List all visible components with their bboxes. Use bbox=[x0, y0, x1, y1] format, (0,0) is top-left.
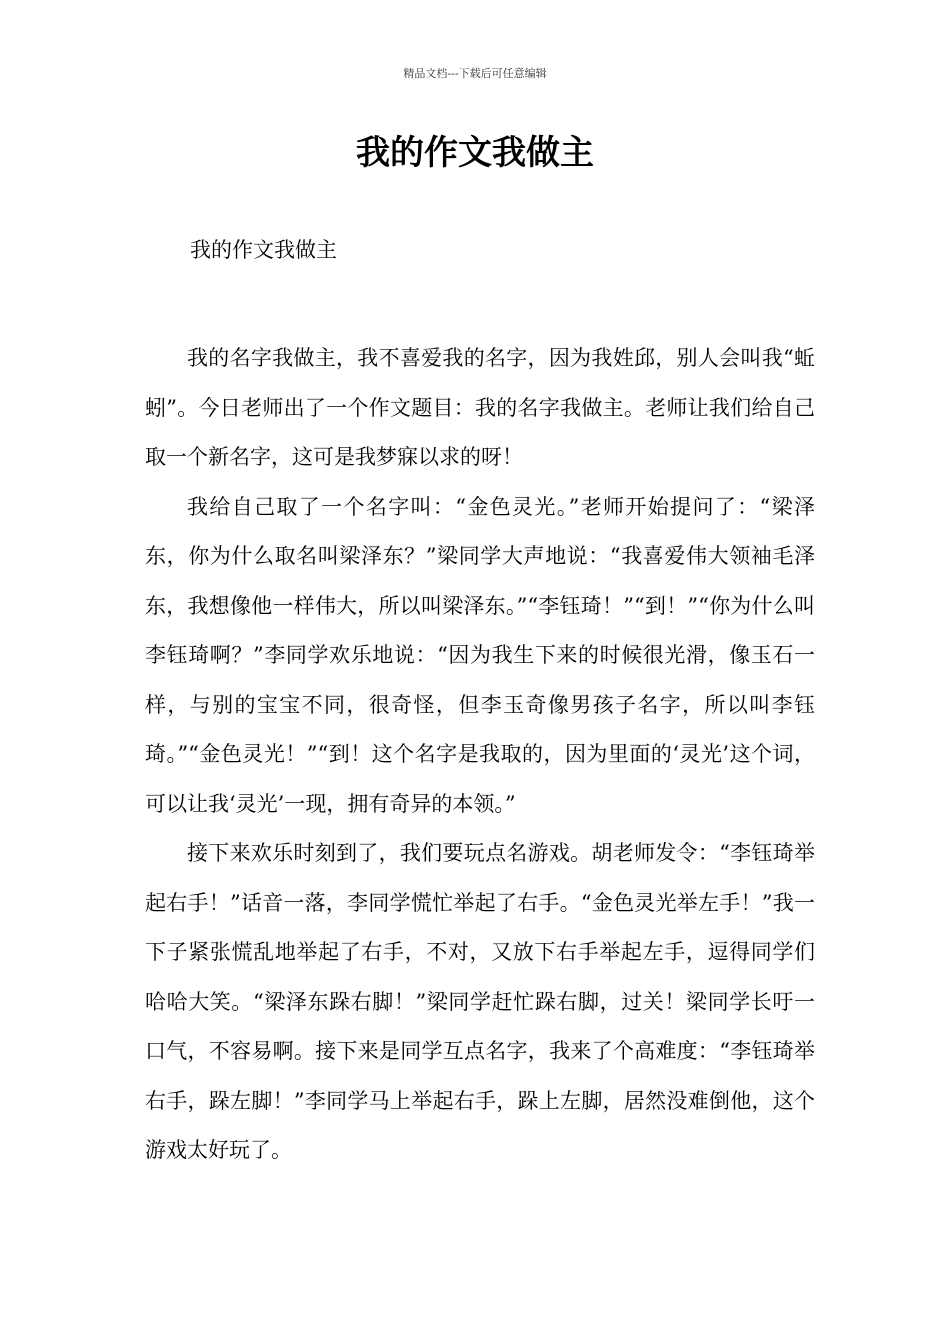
header-note: 精品文档---下载后可任意编辑 bbox=[403, 67, 547, 80]
paragraph-3: 接下来欢乐时刻到了，我们要玩点名游戏。胡老师发令：“李钰琦举起右手！”话音一落，李同学慌忙举起了右手。“金色灵光举左手！”我一下子紧张慌乱地举起了右手，不对，又放下右手举起左手，逗得同学们哈哈大笑。“梁泽东跺右脚！”梁同学赶忙跺右脚，过关！梁同学长吁一口气，不容易啊。接下来是同学互点名字，我来了个高难度：“李钰琦举右手，跺左脚！”李同学马上举起右手，跺上左脚，居然没难倒他，这个游戏太好玩了。 bbox=[145, 841, 815, 1162]
document-subtitle: 我的作文我做主 bbox=[190, 238, 337, 262]
paragraph-2: 我给自己取了一个名字叫：“金色灵光。”老师开始提问了：“梁泽东，你为什么取名叫梁泽东？”梁同学大声地说：“我喜爱伟大领袖毛泽东，我想像他一样伟大，所以叫梁泽东。”“李钰琦！”“到！”“你为什么叫李钰琦啊？”李同学欢乐地说：“因为我生下来的时候很光滑，像玉石一样，与别的宝宝不同，很奇怪，但李玉奇像男孩子名字，所以叫李钰琦。”“金色灵光！”“到！这个名字是我取的，因为里面的‘灵光’这个词，可以让我‘灵光’一现，拥有奇异的本领。” bbox=[145, 494, 815, 816]
document-title: 我的作文我做主 bbox=[356, 133, 594, 173]
document-body bbox=[145, 334, 815, 1176]
paragraph-1: 我的名字我做主，我不喜爱我的名字，因为我姓邱，别人会叫我“蚯蚓”。今日老师出了一个作文题目：我的名字我做主。老师让我们给自己取一个新名字，这可是我梦寐以求的呀！ bbox=[145, 346, 815, 469]
